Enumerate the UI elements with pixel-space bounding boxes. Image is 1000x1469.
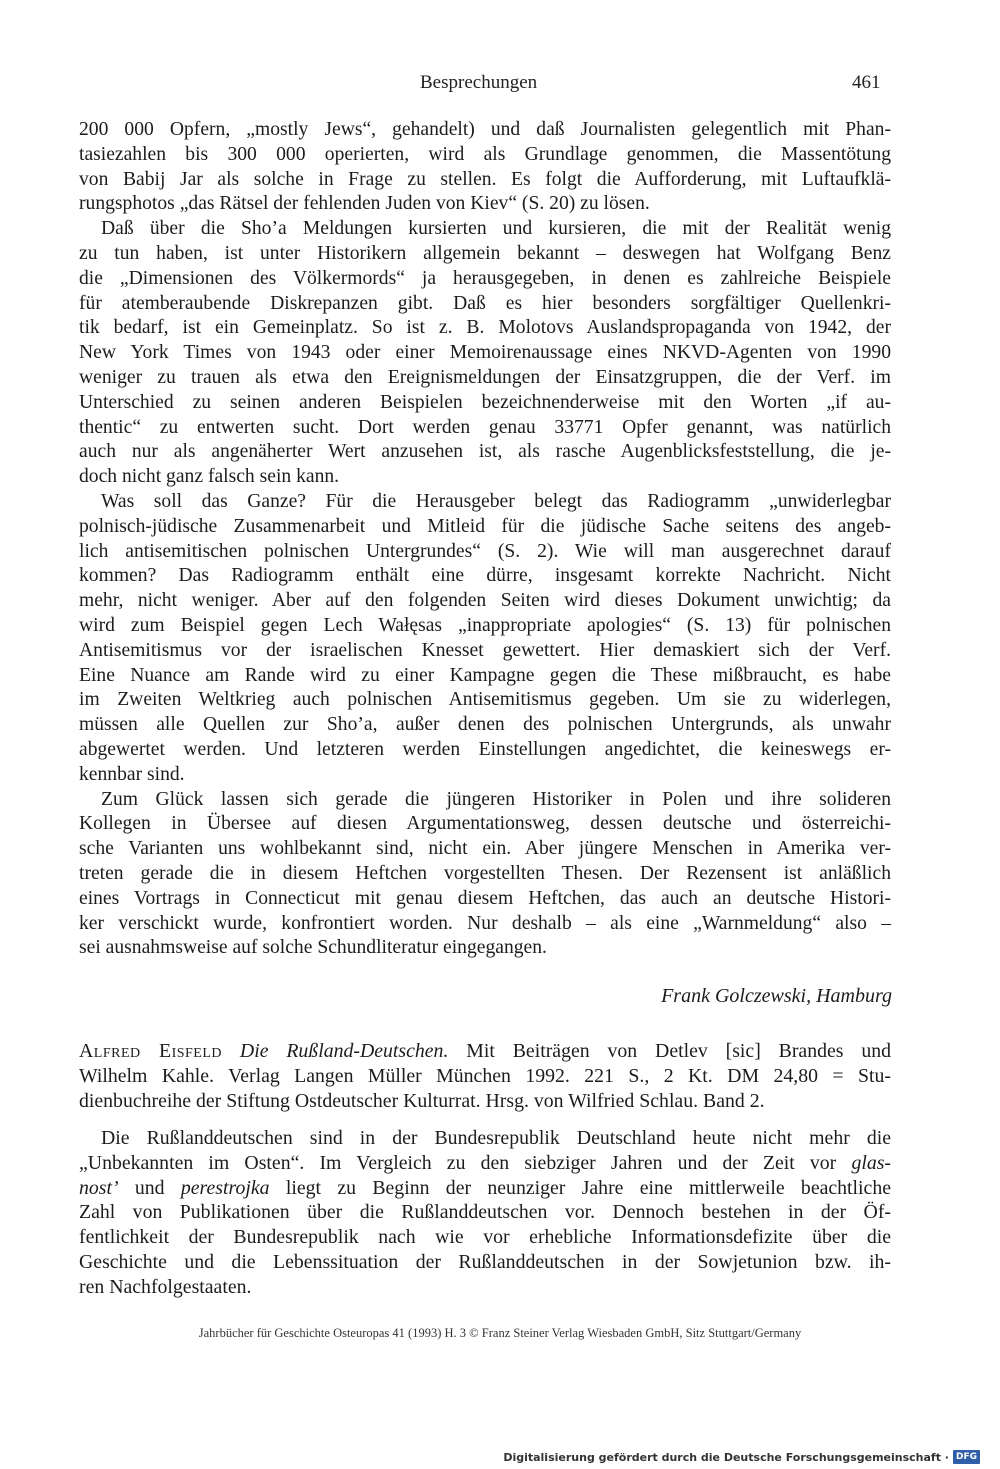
text-line: thentic“ zu entwerten sucht. Dort werden genau 33771 Opfer genannt, was natürlich	[79, 416, 891, 438]
text-line: tasiezahlen bis 300 000 operierten, wird als Grundlage genommen, die Massentötung	[79, 143, 891, 165]
text-line: Eine Nuance am Rande wird zu einer Kampagne gegen die These mißbraucht, es habe	[79, 664, 891, 686]
text-line: 200 000 Opfern, „mostly Jews“, gehandelt) und daß Journalisten gelegentlich mit Phan-	[79, 119, 891, 140]
review-text: liegt zu Beginn der neunziger Jahre eine mittlerweile beachtliche	[269, 1176, 891, 1199]
page-header	[0, 72, 1000, 102]
text-line: Antisemitismus vor der israelischen Knesset gewettert. Hier demaskiert sich der Verf.	[79, 639, 891, 661]
text-line: abgewertet werden. Und letzteren werden Einstellungen angedichtet, die keineswegs er-	[79, 738, 891, 760]
review-line: Geschichte und die Lebenssituation der Rußlanddeutschen in der Sowjetunion bzw. ih-	[79, 1250, 891, 1273]
text-line: im Zweiten Weltkrieg auch polnischen Antisemitismus gegeben. Um sie zu widerlegen,	[79, 689, 891, 711]
review-line: fentlichkeit der Bundesrepublik nach wie vor erhebliche Informationsdefizite über die	[79, 1226, 891, 1249]
review-text: und	[118, 1176, 181, 1199]
review-text: „Unbekannten im Osten“. Im Vergleich zu den siebziger Jahren und der Zeit vor	[79, 1151, 852, 1174]
running-head: Besprechungen	[420, 72, 538, 93]
review-line	[79, 1151, 891, 1176]
text-line: tik bedarf, ist ein Gemeinplatz. So ist z. B. Molotovs Auslandspropaganda von 1942, der	[79, 317, 891, 339]
text-line: polnisch-jüdische Zusammenarbeit und Mitleid für die jüdische Sache seitens des angeb-	[79, 515, 891, 537]
review-line: ren Nachfolgestaaten.	[79, 1275, 252, 1298]
review-italic-term: perestrojka	[180, 1176, 270, 1199]
entry-line: Wilhelm Kahle. Verlag Langen Müller München 1992. 221 S., 2 Kt. DM 24,80 = Stu-	[79, 1064, 891, 1087]
text-line: Unterschied zu seinen anderen Beispielen bezeichnenderweise mit den Worten „if au-	[79, 391, 891, 413]
entry-text: Mit Beiträgen von Detlev [sic] Brandes und	[466, 1040, 892, 1062]
review-italic-term: glas-	[851, 1151, 891, 1174]
text-line: doch nicht ganz falsch sein kann.	[79, 466, 340, 488]
bibliographic-entry	[79, 1039, 891, 1113]
entry-line	[79, 1039, 891, 1064]
text-line: kennbar sind.	[79, 763, 185, 785]
funding-note: Digitalisierung gefördert durch die Deutsche Forschungsgemeinschaft ·	[503, 1450, 949, 1464]
journal-citation: Jahrbücher für Geschichte Osteuropas 41 (1993) H. 3 © Franz Steiner Verlag Wiesbaden GmbH, Sitz Stuttgart/Germany	[198, 1326, 802, 1340]
text-line: treten gerade die in diesem Heftchen vorgestellten Thesen. Der Rezensent ist anläßlich	[79, 862, 891, 884]
review-line: Die Rußlanddeutschen sind in der Bundesrepublik Deutschland heute nicht mehr die	[101, 1127, 891, 1149]
text-line: eines Vortrags in Connecticut mit genau diesem Heftchen, das auch an deutsche Histori-	[79, 887, 891, 909]
reviewer-signature: Frank Golczewski, Hamburg	[661, 985, 892, 1007]
review-continuation	[79, 118, 891, 961]
text-line: Daß über die Sho’a Meldungen kursierten und kursieren, die mit der Realität wenig	[101, 218, 891, 240]
text-line: New York Times von 1943 oder einer Memoirenaussage eines NKVD-Agenten von 1990	[79, 342, 891, 364]
review-line: Zahl von Publikationen über die Rußlanddeutschen vor. Dennoch bestehen in der Öf-	[79, 1201, 891, 1224]
entry-line: dienbuchreihe der Stiftung Ostdeutscher Kulturrat. Hrsg. von Wilfried Schlau. Band 2.	[79, 1089, 765, 1112]
text-line: zu tun haben, ist unter Historikern allgemein bekannt – deswegen hat Wolfgang Benz	[79, 242, 891, 264]
text-line: mehr, nicht weniger. Aber auf den folgenden Seiten wird dieses Dokument unwichtig; da	[79, 590, 891, 612]
text-line: von Babij Jar als solche in Frage zu stellen. Es folgt die Aufforderung, mit Luftaufklä-	[79, 168, 891, 190]
funding-footer	[503, 1448, 980, 1466]
text-line: Was soll das Ganze? Für die Herausgeber belegt das Radiogramm „unwiderlegbar	[101, 490, 891, 512]
text-line: müssen alle Quellen zur Sho’a, außer denen des polnischen Untergrunds, als unwahr	[79, 714, 891, 736]
entry-author: Alfred Eisfeld	[79, 1040, 223, 1062]
page-number: 461	[852, 72, 881, 93]
review-italic-term: nost’	[79, 1176, 119, 1199]
review-body	[79, 1126, 891, 1300]
text-line: sei ausnahmsweise auf solche Schundliteratur eingegangen.	[79, 937, 547, 959]
review-line	[79, 1176, 891, 1201]
text-line: Zum Glück lassen sich gerade die jüngeren Historiker in Polen und ihre solideren	[101, 788, 891, 810]
entry-title: Die Rußland-Deutschen.	[239, 1040, 449, 1062]
text-line: auch nur als angenäherter Wert anzusehen ist, als rasche Augenblicksfeststellung, die je-	[79, 441, 891, 463]
text-line: lich antisemitischen polnischen Untergrundes“ (S. 2). Wie will man ausgerechnet darauf	[79, 540, 891, 562]
text-line: Kollegen in Übersee auf diesen Argumentationsweg, dessen deutsche und österreichi-	[79, 813, 891, 835]
text-line: sche Varianten uns wohlbekannt sind, nicht ein. Aber jüngere Menschen in Amerika ver-	[79, 838, 891, 860]
dfg-logo-icon: DFG	[953, 1450, 980, 1464]
text-line: die „Dimensionen des Völkermords“ ja herausgegeben, in denen es zahlreiche Beispiele	[79, 267, 891, 289]
text-line: ker verschickt wurde, konfrontiert worden. Nur deshalb – als eine „Warnmeldung“ also –	[79, 912, 891, 934]
text-line: wird zum Beispiel gegen Lech Wałęsas „inappropriate apologies“ (S. 13) für polnischen	[79, 614, 891, 636]
text-line: weniger zu trauen als etwa den Ereignismeldungen der Einsatzgruppen, die der Verf. im	[79, 366, 891, 388]
text-line: rungsphotos „das Rätsel der fehlenden Juden von Kiev“ (S. 20) zu lösen.	[79, 193, 650, 215]
text-line: für atemberaubende Diskrepanzen gibt. Daß es hier besonders sorgfältiger Quellenkri-	[79, 292, 891, 314]
text-line: kommen? Das Radiogramm enthält eine dürre, insgesamt korrekte Nachricht. Nicht	[79, 565, 891, 587]
